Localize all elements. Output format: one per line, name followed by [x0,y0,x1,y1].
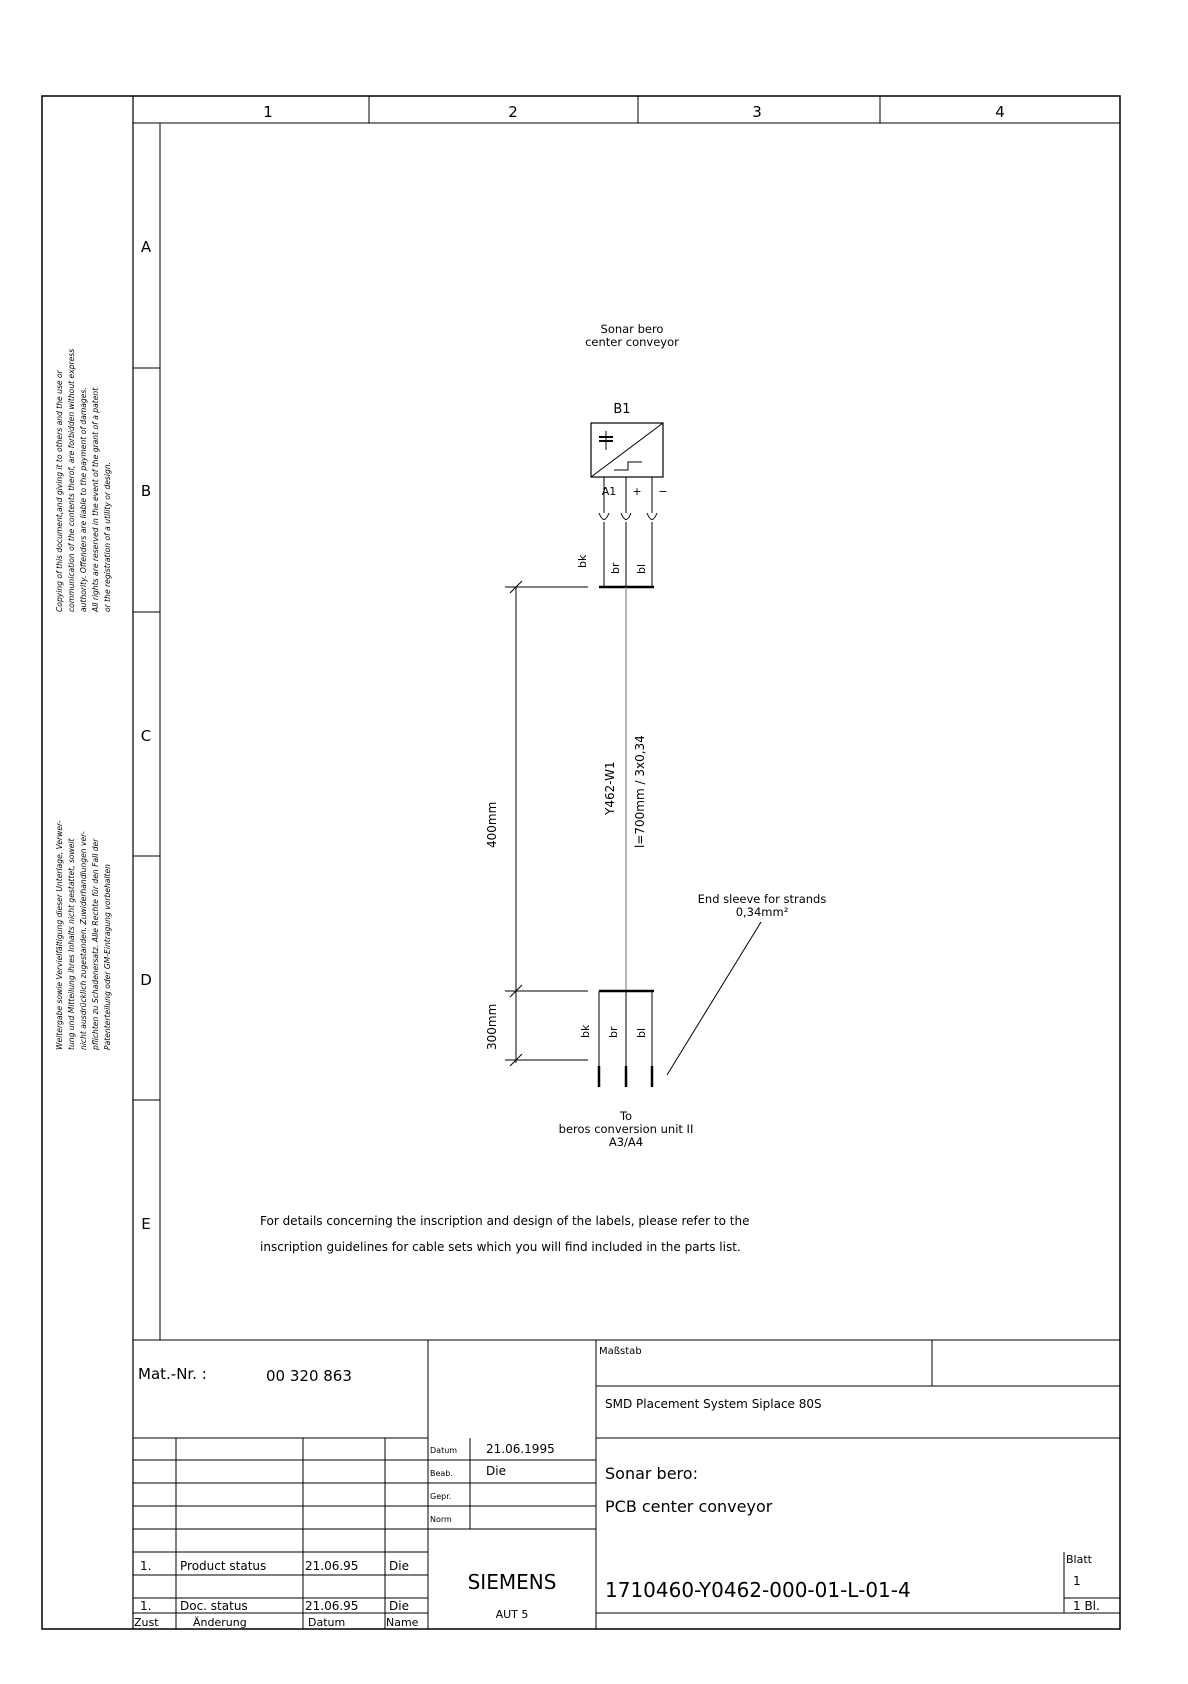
header-aenderung: Änderung [193,1616,247,1629]
diagram-title-line2: center conveyor [585,335,679,349]
pin-label-a1: A1 [601,485,617,498]
rev2-zust: 1. [140,1599,152,1613]
wire-label-top-bl: bl [635,563,648,574]
destination-line2: beros conversion unit II [558,1122,694,1136]
note-line1: For details concerning the inscription and design of the labels, please refer to the [260,1214,750,1228]
column-label-3: 3 [752,103,762,121]
rev2-name: Die [389,1599,409,1613]
mat-number-label: Mat.-Nr. : [138,1365,207,1383]
row-label-a: A [140,238,152,256]
header-name: Name [386,1616,419,1629]
svg-text:tung und Mitteilung ihres Inha: tung und Mitteilung ihres Inhalts nicht gestattet, soweit [67,838,76,1050]
column-label-4: 4 [995,103,1005,121]
rev1-text: Product status [180,1559,267,1573]
destination-line3: A3/A4 [608,1135,644,1149]
rev2-text: Doc. status [180,1599,248,1613]
gepr-label: Gepr. [430,1492,452,1501]
svg-text:pflichten zu Schadenersatz. Al: pflichten zu Schadenersatz. Alle Rechte für den Fall der [91,838,100,1050]
device-label: B1 [613,402,631,417]
datum-label: Datum [430,1446,458,1455]
norm-label: Norm [430,1515,452,1524]
svg-text:Weitergabe sowie Vervielfältig: Weitergabe sowie Vervielfältigung dieser Unterlage, Verwer- [55,820,64,1050]
dimension-lines [505,581,588,1066]
connector-bk [599,513,609,520]
header-zust: Zust [134,1616,159,1629]
wire-label-top-bk: bk [576,554,589,568]
drawing-number: 1710460-Y0462-000-01-L-01-4 [605,1578,911,1602]
beab-value: Die [486,1464,506,1478]
dimension-300mm: 300mm [485,1003,499,1050]
rev1-name: Die [389,1559,409,1573]
wire-label-bottom-bl: bl [635,1027,648,1038]
rev1-zust: 1. [140,1559,152,1573]
row-label-b: B [140,482,152,500]
sleeve-callout-line1: End sleeve for strands [697,892,827,906]
svg-text:Patenterteilung oder GM-Eintra: Patenterteilung oder GM-Eintragung vorbehalten [103,864,112,1050]
note-line2: inscription guidelines for cable sets which you will find included in the parts list. [260,1240,741,1254]
sleeve-callout-line2: 0,34mm² [735,905,789,919]
department: AUT 5 [495,1608,529,1621]
company-name: SIEMENS [467,1570,557,1594]
drawing-title-line1: Sonar bero: [605,1464,698,1483]
rev2-date: 21.06.95 [305,1599,359,1613]
column-label-2: 2 [508,103,518,121]
outer-frame [42,96,1120,1629]
wire-label-top-br: br [609,562,622,574]
cable-spec: l=700mm / 3x0,34 [633,735,647,848]
copyright-note-de [55,820,112,1051]
destination-line1: To [619,1109,633,1123]
svg-text:Copying of this document,and g: Copying of this document,and giving it to others and the use or [55,370,64,612]
wire-label-bottom-bk: bk [579,1024,592,1038]
cable-name: Y462-W1 [603,761,617,815]
pin-label-plus: + [632,485,642,498]
massstab-label: Maßstab [599,1346,642,1357]
svg-text:All rights are reserved in the: All rights are reserved in the event of the grant of a patent [91,387,100,612]
wire-label-bottom-br: br [607,1026,620,1038]
drawing-title-line2: PCB center conveyor [605,1497,773,1516]
copyright-note-en [55,349,112,613]
connector-br [621,513,631,520]
blatt-value: 1 [1073,1574,1081,1588]
system-name: SMD Placement System Siplace 80S [605,1397,822,1411]
rev1-date: 21.06.95 [305,1559,359,1573]
svg-text:communication of the contents: communication of the contents therof, are forbidden without express [67,348,76,612]
column-label-1: 1 [263,103,273,121]
svg-text:nicht ausdrücklich zugestanden: nicht ausdrücklich zugestanden. Zuwiderhandlungen ver- [79,831,88,1050]
header-datum: Datum [308,1616,346,1629]
row-label-d: D [140,971,152,989]
dimension-400mm: 400mm [485,801,499,848]
sensor-symbol [591,423,663,477]
beab-label: Beab. [430,1469,453,1478]
pin-label-minus: − [658,485,668,498]
row-label-e: E [141,1215,151,1233]
sleeve-leader-line [667,922,761,1075]
sheet-count: 1 Bl. [1073,1599,1100,1613]
svg-text:authority. Offenders are liabl: authority. Offenders are liable to the payment of damages. [79,387,88,612]
blatt-label: Blatt [1066,1553,1092,1566]
datum-value: 21.06.1995 [486,1442,555,1456]
row-label-c: C [140,727,152,745]
diagram-title-line1: Sonar bero [600,322,664,336]
svg-text:or the registration of a utili: or the registration of a utility or design. [103,461,112,612]
mat-number-value: 00 320 863 [266,1367,352,1385]
connector-bl [647,513,657,520]
